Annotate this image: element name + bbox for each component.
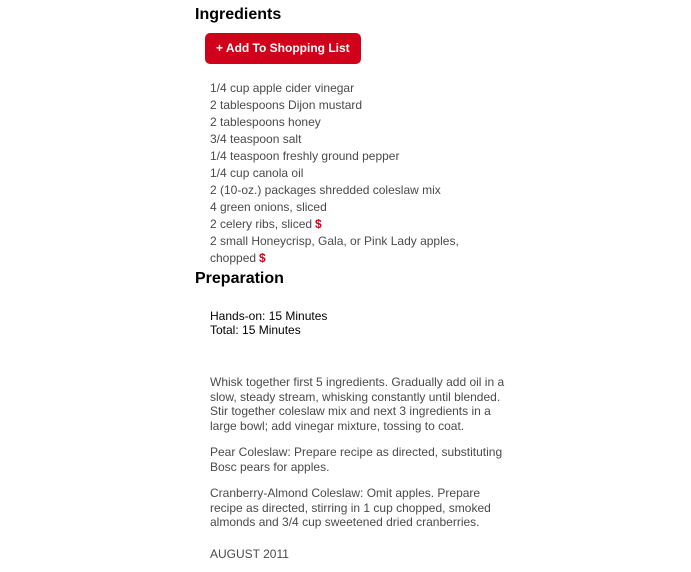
ingredient-text: 1/4 cup apple cider vinegar	[210, 81, 355, 95]
ingredients-heading: Ingredients	[195, 6, 282, 23]
ingredient-text: 4 green onions, sliced	[210, 200, 327, 214]
ingredient-item	[210, 182, 500, 199]
preparation-step: Whisk together first 5 ingredients. Gradually add oil in a slow, steady stream, whisking constantly until blended. Stir together coleslaw mix and next 3 ingredients in a large bowl; add vinegar mixture, tossing to coat.	[210, 375, 505, 433]
ingredient-text: 3/4 teaspoon salt	[210, 132, 302, 146]
ingredient-text: 2 tablespoons honey	[210, 115, 321, 129]
hands-on-time: Hands-on: 15 Minutes	[210, 309, 328, 323]
ingredient-item	[210, 97, 500, 114]
ingredient-item	[210, 233, 500, 267]
price-link-icon[interactable]: $	[315, 217, 322, 231]
ingredient-text: 2 tablespoons Dijon mustard	[210, 98, 363, 112]
ingredient-item	[210, 131, 500, 148]
issue-date: AUGUST 2011	[210, 547, 289, 561]
ingredient-text: 1/4 cup canola oil	[210, 166, 304, 180]
ingredient-text: 2 small Honeycrisp, Gala, or Pink Lady apples, chopped	[210, 234, 459, 265]
total-time: Total: 15 Minutes	[210, 323, 301, 337]
preparation-step: Cranberry-Almond Coleslaw: Omit apples. Prepare recipe as directed, stirring in 1 cup chopped, smoked almonds and 3/4 cup sweetened dried cranberries.	[210, 486, 491, 529]
ingredient-item	[210, 80, 500, 97]
ingredient-item	[210, 114, 500, 131]
ingredient-list	[210, 80, 500, 267]
preparation-heading: Preparation	[195, 270, 284, 287]
ingredient-item	[210, 165, 500, 182]
ingredient-text: 2 (10-oz.) packages shredded coleslaw mix	[210, 183, 441, 197]
ingredient-item	[210, 216, 500, 233]
ingredient-text: 2 celery ribs, sliced	[210, 217, 313, 231]
add-to-shopping-list-button[interactable]: + Add To Shopping List	[205, 33, 361, 64]
prep-times	[210, 309, 327, 337]
ingredient-text: 1/4 teaspoon freshly ground pepper	[210, 149, 400, 163]
ingredient-item	[210, 148, 500, 165]
preparation-step: Pear Coleslaw: Prepare recipe as directed, substituting Bosc pears for apples.	[210, 445, 503, 474]
ingredient-item	[210, 199, 500, 216]
preparation-steps	[210, 375, 510, 542]
price-link-icon[interactable]: $	[259, 251, 266, 265]
